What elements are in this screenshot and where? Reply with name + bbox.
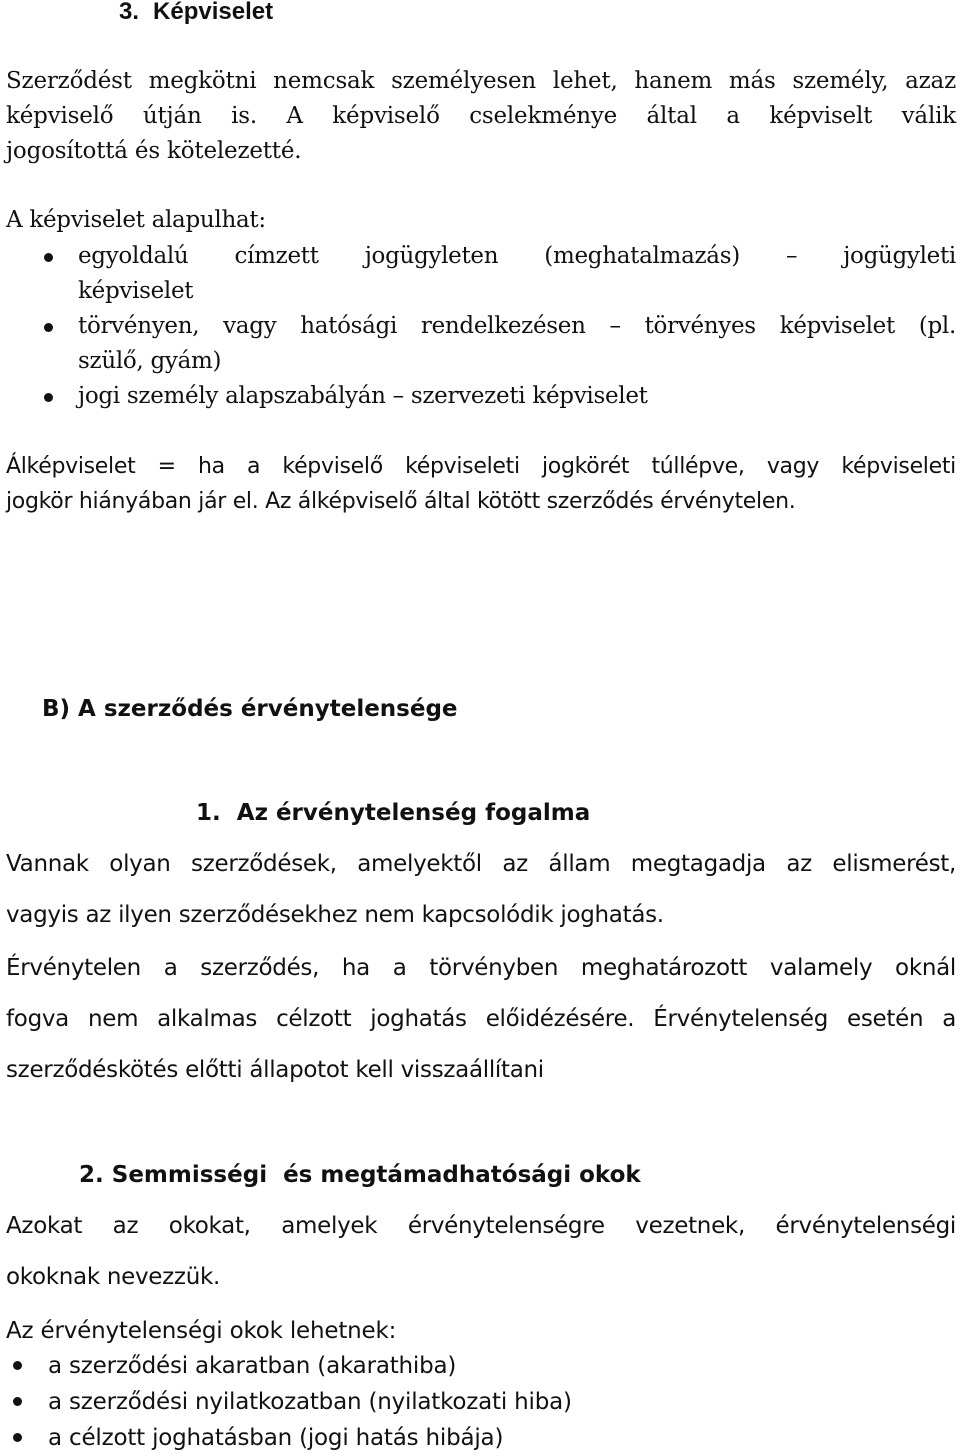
intro-line: képviselő útján is. A képviselő cselekménye által a képviselt válik <box>6 103 956 129</box>
basis-lead: A képviselet alapulhat: <box>6 207 266 233</box>
causes-list-item: a célzott joghatásban (jogi hatás hibája) <box>48 1425 504 1451</box>
invalidity-line: Érvénytelen a szerződés, ha a törvényben meghatározott valamely oknál <box>6 955 956 981</box>
bullet-icon <box>44 253 53 262</box>
definition-paragraph <box>6 839 956 941</box>
invalidity-paragraph <box>6 943 956 1096</box>
alkepviselet-line: Álképviselet = ha a képviselő képviseleti jogkörét túllépve, vagy képviseleti <box>6 454 956 479</box>
subsection-number: 1. <box>196 800 221 826</box>
intro-line: Szerződést megkötni nemcsak személyesen lehet, hanem más személy, azaz <box>6 68 956 94</box>
definition-line: vagyis az ilyen szerződésekhez nem kapcsolódik joghatás. <box>6 902 664 928</box>
intro-line: jogosítottá és kötelezetté. <box>6 138 302 164</box>
subsection-number: 2. <box>79 1162 104 1188</box>
causes-list-item: a szerződési akaratban (akarathiba) <box>48 1353 457 1379</box>
bullet-icon <box>13 1397 22 1406</box>
bullet-icon <box>13 1433 22 1442</box>
bullet-icon <box>44 323 53 332</box>
basis-item-line: jogi személy alapszabályán – szervezeti képviselet <box>78 383 648 409</box>
basis-item-line: képviselet <box>78 278 194 304</box>
subsection-title: Semmisségi és megtámadhatósági okok <box>111 1162 641 1188</box>
subsection-heading-1 <box>196 795 590 831</box>
basis-item-line: szülő, gyám) <box>78 348 222 374</box>
intro-paragraph <box>6 64 956 169</box>
bullet-icon <box>44 393 53 402</box>
definition-line: Vannak olyan szerződések, amelyektől az állam megtagadja az elismerést, <box>6 851 956 877</box>
causes-line: okoknak nevezzük. <box>6 1264 221 1290</box>
causes-list-lead: Az érvénytelenségi okok lehetnek: <box>6 1318 397 1344</box>
causes-line: Azokat az okokat, amelyek érvénytelenségre vezetnek, érvénytelenségi <box>6 1213 956 1239</box>
alkepviselet-paragraph <box>6 449 956 519</box>
bullet-icon <box>13 1361 22 1370</box>
basis-item-line: egyoldalú címzett jogügyleten (meghatalmazás) – jogügyleti <box>78 243 956 269</box>
basis-list-item <box>78 379 956 414</box>
section-number: 3. <box>119 0 140 25</box>
subsection-heading-2 <box>79 1157 641 1193</box>
basis-list-item <box>78 309 956 379</box>
causes-list-item: a szerződési nyilatkozatban (nyilatkozati hiba) <box>48 1389 572 1415</box>
invalidity-line: fogva nem alkalmas célzott joghatás előidézésére. Érvénytelenség esetén a <box>6 1006 956 1032</box>
basis-list-item <box>78 239 956 309</box>
alkepviselet-line: jogkör hiányában jár el. Az álképviselő által kötött szerződés érvénytelen. <box>6 489 796 514</box>
subsection-title: Az érvénytelenség fogalma <box>236 800 591 826</box>
invalidity-line: szerződéskötés előtti állapotot kell visszaállítani <box>6 1057 544 1083</box>
section-heading-b: B) A szerződés érvénytelensége <box>42 696 458 722</box>
causes-paragraph <box>6 1201 956 1303</box>
basis-item-line: törvényen, vagy hatósági rendelkezésen – törvényes képviselet (pl. <box>78 313 956 339</box>
section-heading-kepviselet <box>119 0 273 26</box>
section-title: Képviselet <box>153 0 274 25</box>
